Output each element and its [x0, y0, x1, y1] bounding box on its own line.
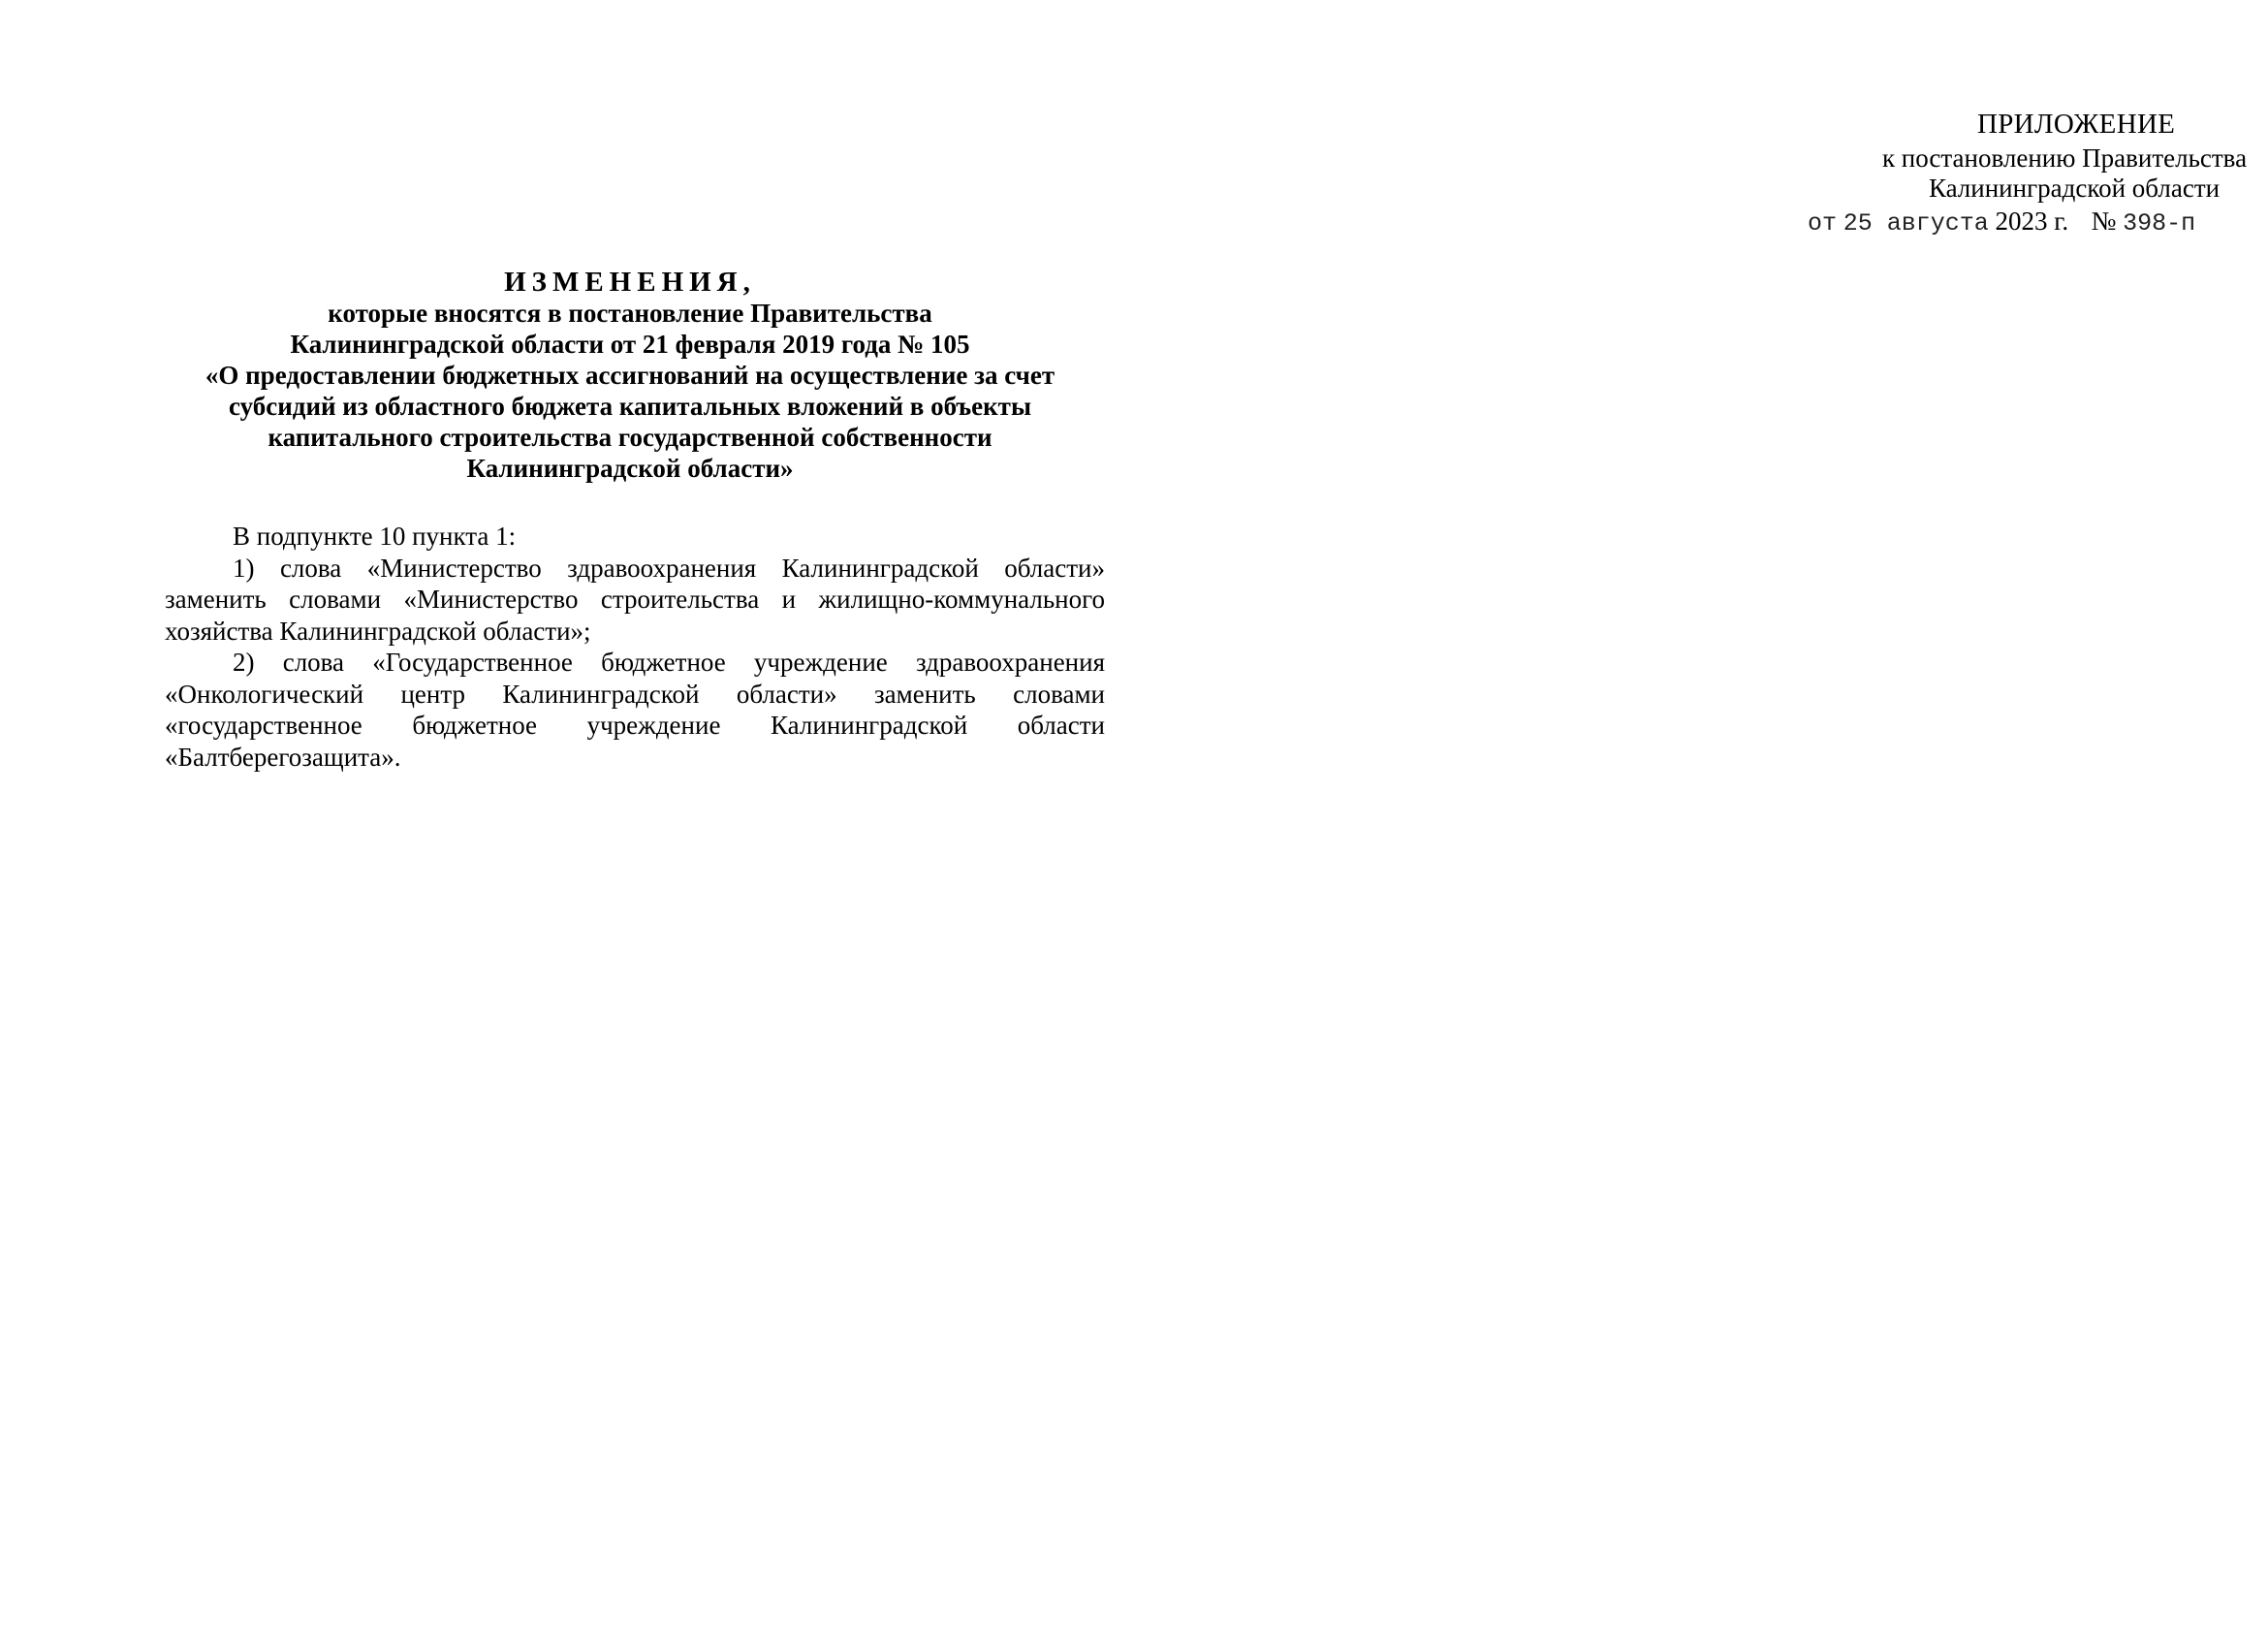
heading-title: ИЗМЕНЕНИЯ,: [504, 267, 756, 298]
heading-line: Калининградской области от 21 февраля 2019 года № 105: [290, 330, 970, 359]
date-value: 25 августа: [1843, 209, 1989, 238]
date-prefix: от: [1808, 209, 1838, 238]
heading-line: субсидий из областного бюджета капитальных вложений в объекты: [228, 392, 1032, 421]
number-sign: №: [2091, 206, 2117, 236]
body-intro: В подпункте 10 пункта 1:: [233, 522, 517, 551]
heading-line: «О предоставлении бюджетных ассигнований на осуществление за счет: [205, 361, 1055, 390]
document-body: [165, 521, 1105, 773]
appendix-line-region: Калининградской области: [1928, 174, 2221, 203]
date-year: 2023: [1995, 206, 2048, 236]
document-heading: [145, 267, 1115, 484]
body-item-2: 2) слова «Государственное бюджетное учреждение здравоохранения «Онкологический центр Калининградской области» заменить словами «государственное бюджетное учреждение Калининградской области «Балтберегозащита».: [165, 648, 1105, 772]
date-year-suffix: г.: [2054, 206, 2069, 236]
heading-line: капитального строительства государственной собственности: [268, 423, 992, 452]
heading-line: Калининградской области»: [466, 454, 794, 483]
body-item-1: 1) слова «Министерство здравоохранения Калининградской области» заменить словами «Министерство строительства и жилищно-коммунального хозяйства Калининградской области»;: [165, 553, 1105, 646]
appendix-title: ПРИЛОЖЕНИЕ: [1977, 109, 2176, 140]
heading-line: которые вносятся в постановление Правительства: [328, 299, 932, 328]
appendix-date-line: [1808, 206, 2195, 238]
decree-number: 398-п: [2123, 209, 2196, 238]
appendix-line-decree: к постановлению Правительства: [1881, 143, 2248, 173]
